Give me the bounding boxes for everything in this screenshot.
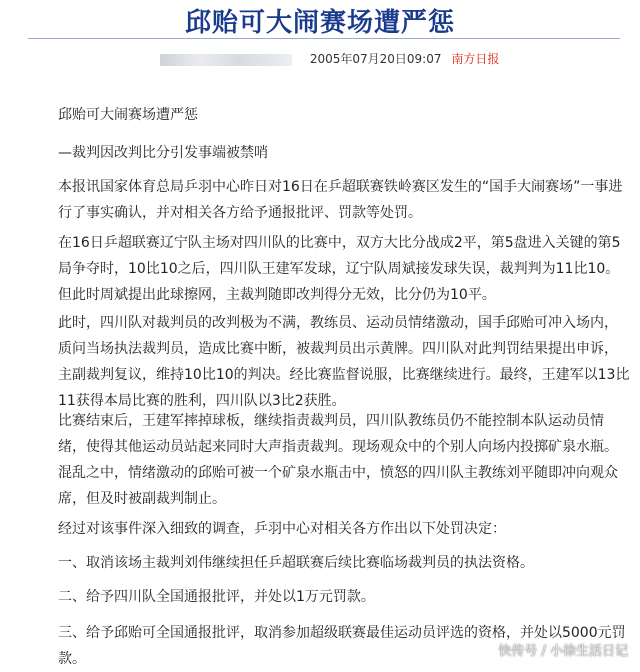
article-title: 邱贻可大闹赛场遭严惩 xyxy=(58,107,198,123)
penalty-item: 二、给予四川队全国通报批评，并处以1万元罚款。 xyxy=(58,589,375,605)
headline-divider xyxy=(28,38,620,39)
article-meta xyxy=(160,50,600,67)
source-link[interactable]: 南方日报 xyxy=(451,52,500,66)
page-headline: 邱贻可大闹赛场遭严惩 xyxy=(184,8,455,38)
article-subtitle: —裁判因改判比分引发事端被禁哨 xyxy=(58,145,268,161)
paragraph: 此时，四川队对裁判员的改判极为不满，教练员、运动员情绪激动，国手邱贻可冲入场内，质问当场执法裁判员，造成比赛中断，被裁判员出示黄牌。四川队对此判罚结果提出申诉，主副裁判复议，维持10比10的判决。经比赛监督说服，比赛继续进行。最终，王建军以13比11获得本局比赛的胜利，四川队以3比2获胜。 xyxy=(58,315,630,409)
watermark: 快传号 / 小徐生活日记 xyxy=(498,644,628,659)
paragraph: 比赛结束后，王建军摔掉球板，继续指责裁判员，四川队教练员仍不能控制本队运动员情绪，使得其他运动员站起来同时大声指责裁判。现场观众中的个别人向场内投掷矿泉水瓶。混乱之中，情绪激动的邱贻可被一个矿泉水瓶击中，愤怒的四川队主教练刘平随即冲向观众席，但及时被副裁判制止。 xyxy=(58,413,618,507)
publish-datetime: 2005年07月20日09:07 xyxy=(309,52,442,66)
penalty-item: 三、给予邱贻可全国通报批评，取消参加超级联赛最佳运动员评选的资格，并处以5000元罚款。 xyxy=(58,625,626,667)
paragraph: 在16日乒超联赛辽宁队主场对四川队的比赛中，双方大比分战成2平，第5盘进入关键的第5局争夺时，10比10之后，四川队王建军发球，辽宁队周斌接发球失误，裁判判为11比10。但此时周斌提出此球擦网，主裁判随即改判得分无效，比分仍为10平。 xyxy=(58,235,621,303)
paragraph: 本报讯国家体育总局乒羽中心昨日对16日在乒超联赛铁岭赛区发生的“国手大闹赛场”一事进行了事实确认，并对相关各方给予通报批评、罚款等处罚。 xyxy=(58,179,623,221)
penalty-item: 一、取消该场主裁判刘伟继续担任乒超联赛后续比赛临场裁判员的执法资格。 xyxy=(58,555,534,571)
redacted-author xyxy=(160,54,292,66)
paragraph: 经过对该事件深入细致的调查，乒羽中心对相关各方作出以下处罚决定： xyxy=(58,521,506,537)
